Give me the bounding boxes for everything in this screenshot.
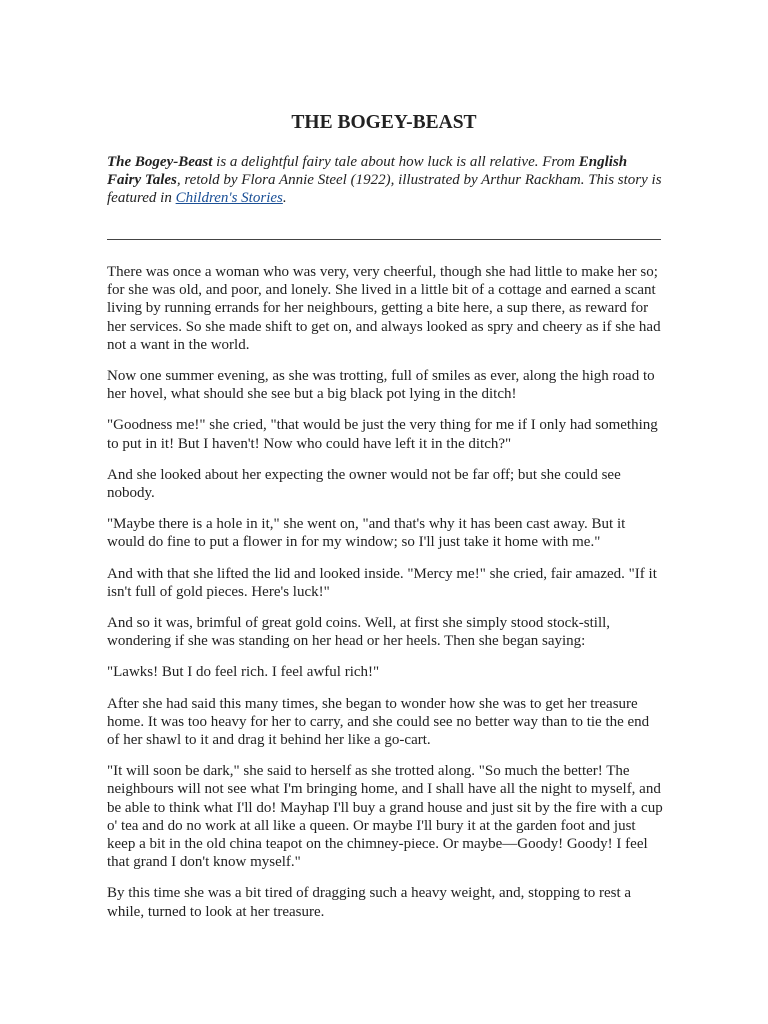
story-paragraph: "It will soon be dark," she said to herself as she trotted along. "So much the better! The neighbours will not see what I'm bringing home, and I shall have all the night to myself, and be able to think what I'll do! Mayhap I'll buy a grand house and just sit by the fire with a cup o' tea and do no work at all like a queen. Or maybe I'll bury it at the garden foot and just keep a bit in the old china teapot on the chimney-piece. Or maybe—Goody! Goody! I feel that grand I don't know myself.": [107, 763, 663, 871]
intro-story-name: The Bogey-Beast: [107, 154, 213, 170]
story-paragraph: And so it was, brimful of great gold coins. Well, at first she simply stood stock-still, wondering if she was standing on her head or her heels. Then she began saying:: [107, 615, 611, 650]
childrens-stories-link[interactable]: Children's Stories: [175, 190, 283, 207]
story-paragraph: After she had said this many times, she began to wonder how she was to get her treasure home. It was too heavy for her to carry, and she could see no better way than to tie the end of her shawl to it and drag it behind her like a go-cart.: [107, 695, 650, 749]
story-paragraph: Now one summer evening, as she was trotting, full of smiles as ever, along the high road to her hovel, what should she see but a big black pot lying in the ditch!: [107, 368, 655, 403]
story-paragraph: "Lawks! But I do feel rich. I feel awful rich!": [107, 664, 380, 681]
intro-paragraph: [107, 153, 663, 208]
page-title: THE BOGEY-BEAST: [291, 112, 477, 133]
story-paragraph: And with that she lifted the lid and looked inside. "Mercy me!" she cried, fair amazed. "If it isn't full of gold pieces. Here's luck!": [107, 565, 657, 600]
intro-book-name: English Fairy Tales: [107, 154, 628, 189]
intro-text: .: [282, 190, 287, 207]
story-paragraph: And she looked about her expecting the owner would not be far off; but she could see nobody.: [107, 466, 621, 502]
horizontal-divider: [107, 239, 661, 240]
story-paragraph: By this time she was a bit tired of dragging such a heavy weight, and, stopping to rest a while, turned to look at her treasure.: [107, 885, 632, 920]
intro-text: , retold by Flora Annie Steel (1922), illustrated by Arthur Rackham. This story is featured in: [107, 172, 662, 207]
story-paragraph: "Goodness me!" she cried, "that would be just the very thing for me if I only had something to put in it! But I haven't! Now who could have left it in the ditch?": [107, 417, 658, 452]
story-paragraph: "Maybe there is a hole in it," she went on, "and that's why it has been cast away. But it would do fine to put a flower in for my window; so I'll just take it home with me.": [107, 516, 626, 551]
intro-text: is a delightful fairy tale about how luck is all relative. From: [212, 154, 579, 170]
story-body: [107, 263, 663, 934]
story-paragraph: There was once a woman who was very, very cheerful, though she had little to make her so; for she was old, and poor, and lonely. She lived in a little bit of a cottage and earned a scant living by running errands for her neighbours, getting a bite here, a sup there, as reward for her services. So she made shift to get on, and always looked as spry and cheery as if she had not a want in the world.: [107, 264, 661, 353]
